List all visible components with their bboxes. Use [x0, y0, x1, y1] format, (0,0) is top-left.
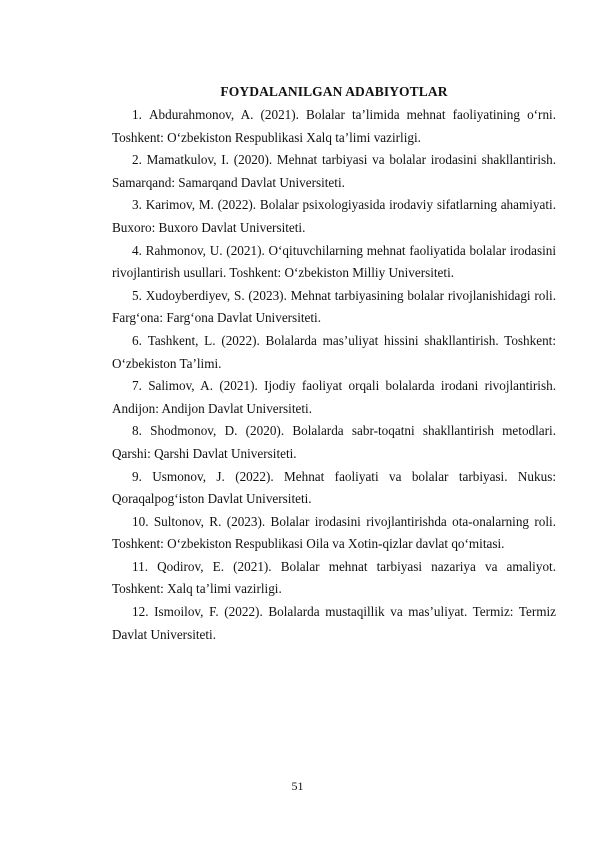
reference-number: 6. [132, 332, 142, 348]
reference-number: 3. [132, 197, 142, 213]
reference-text: Usmonov, J. (2022). Mehnat faoliyati va bolalar tarbiyasi. Nukus: Qoraqalpog‘iston Davlat Universiteti. [112, 468, 556, 507]
reference-text: Rahmonov, U. (2021). O‘qituvchilarning mehnat faoliyatida bolalar irodasini rivojlantirish usullari. Toshkent: O‘zbekiston Milliy Universiteti. [112, 242, 557, 281]
reference-text: Shodmonov, D. (2020). Bolalarda sabr-toqatni shakllantirish metodlari. Qarshi: Qarshi Davlat Universiteti. [112, 423, 557, 461]
reference-text: Ismoilov, F. (2022). Bolalarda mustaqillik va mas’uliyat. Termiz: Termiz Davlat Universiteti. [112, 604, 557, 642]
reference-item [112, 104, 556, 149]
reference-item [112, 601, 556, 646]
reference-text: Tashkent, L. (2022). Bolalarda mas’uliyat hissini shakllantirish. Toshkent: O‘zbekiston Ta’limi. [112, 332, 557, 371]
reference-item [112, 420, 556, 465]
reference-item [112, 194, 556, 239]
reference-number: 1. [132, 107, 142, 122]
reference-text: Qodirov, E. (2021). Bolalar mehnat tarbiyasi nazariya va amaliyot. Toshkent: Xalq ta’limi vazirligi. [112, 558, 556, 597]
page-number: 51 [291, 779, 304, 793]
reference-text: Mamatkulov, I. (2020). Mehnat tarbiyasi va bolalar irodasini shakllantirish. Samarqand: Samarqand Davlat Universiteti. [112, 152, 556, 190]
reference-number: 2. [132, 152, 142, 168]
reference-text: Xudoyberdiyev, S. (2023). Mehnat tarbiyasining bolalar rivojlanishidagi roli. Farg‘ona: Farg‘ona Davlat Universiteti. [112, 287, 557, 326]
reference-item [112, 330, 556, 375]
reference-text: Salimov, A. (2021). Ijodiy faoliyat orqali bolalarda irodani rivojlantirish. Andijon: Andijon Davlat Universiteti. [112, 378, 556, 416]
reference-list [112, 104, 556, 646]
page-title: FOYDALANILGAN ADABIYOTLAR [220, 84, 448, 99]
reference-item [112, 466, 556, 511]
reference-item [112, 149, 556, 194]
reference-number: 5. [132, 287, 142, 303]
reference-item [112, 285, 556, 330]
reference-number: 10. [132, 513, 149, 529]
reference-text: Abdurahmonov, A. (2021). Bolalar ta’limida mehnat faoliyatining o‘rni. Toshkent: O‘zbekiston Respublikasi Xalq ta’limi vazirligi. [112, 107, 557, 145]
reference-number: 9. [132, 468, 142, 484]
reference-number: 7. [132, 378, 142, 394]
reference-number: 4. [132, 242, 142, 258]
reference-item [112, 375, 556, 420]
reference-item [112, 240, 556, 285]
reference-text: Karimov, M. (2022). Bolalar psixologiyasida irodaviy sifatlarning ahamiyati. Buxoro: Buxoro Davlat Universiteti. [112, 197, 557, 235]
reference-number: 11. [132, 558, 148, 574]
reference-item [112, 511, 556, 556]
reference-text: Sultonov, R. (2023). Bolalar irodasini rivojlantirishda ota-onalarning roli. Toshkent: O‘zbekiston Respublikasi Oila va Xotin-qizlar davlat qo‘mitasi. [112, 513, 556, 552]
reference-item [112, 556, 556, 601]
reference-number: 12. [132, 604, 149, 620]
reference-number: 8. [132, 423, 142, 439]
